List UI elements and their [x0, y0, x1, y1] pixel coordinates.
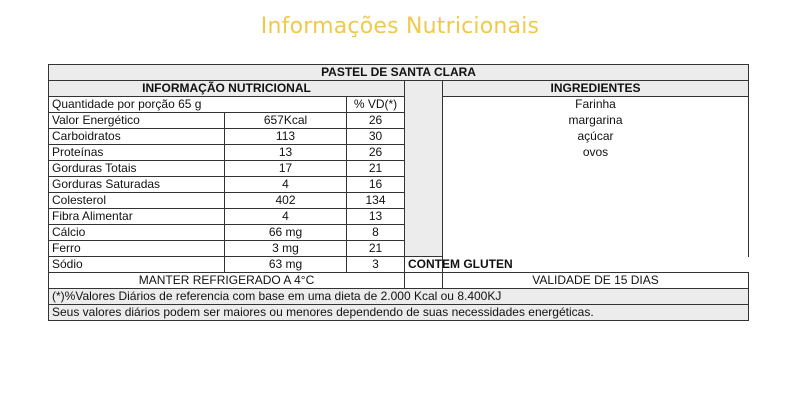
nutrient-amount: 402	[225, 193, 347, 209]
ingredient-blank	[443, 225, 749, 241]
nutrient-vd: 30	[347, 129, 405, 145]
nutrient-name: Ferro	[49, 241, 225, 257]
nutrient-vd: 8	[347, 225, 405, 241]
nutrient-vd: 134	[347, 193, 405, 209]
ingredient-blank	[443, 177, 749, 193]
nutrition-heading: INFORMAÇÃO NUTRICIONAL	[49, 81, 405, 97]
ingredient-item: Farinha	[443, 97, 749, 113]
nutrient-name: Colesterol	[49, 193, 225, 209]
page-title: Informações Nutricionais	[260, 14, 540, 39]
nutrient-name: Proteínas	[49, 145, 225, 161]
nutrient-name: Sódio	[49, 257, 225, 273]
ingredient-blank	[443, 241, 749, 257]
nutrient-vd: 16	[347, 177, 405, 193]
nutrient-name: Gorduras Totais	[49, 161, 225, 177]
nutrient-amount: 63 mg	[225, 257, 347, 273]
nutrient-amount: 3 mg	[225, 241, 347, 257]
nutrient-amount: 17	[225, 161, 347, 177]
ingredient-item: açúcar	[443, 129, 749, 145]
nutrient-vd: 21	[347, 241, 405, 257]
nutrient-amount: 113	[225, 129, 347, 145]
validity-note: VALIDADE DE 15 DIAS	[443, 273, 749, 289]
disclaimer-footnote: Seus valores diários podem ser maiores ou menores dependendo de suas necessidades energéticas.	[49, 305, 749, 321]
nutrient-vd: 21	[347, 161, 405, 177]
product-name: PASTEL DE SANTA CLARA	[49, 65, 749, 81]
ingredient-blank	[443, 209, 749, 225]
nutrient-vd: 26	[347, 145, 405, 161]
ingredient-item: margarina	[443, 113, 749, 129]
nutrient-amount: 13	[225, 145, 347, 161]
column-spacer	[405, 81, 443, 257]
ingredient-blank	[443, 193, 749, 209]
vd-header: % VD(*)	[347, 97, 405, 113]
nutrition-table	[48, 64, 749, 321]
nutrient-name: Valor Energético	[49, 113, 225, 129]
ingredient-item: ovos	[443, 145, 749, 161]
nutrient-vd: 13	[347, 209, 405, 225]
nutrient-name: Fibra Alimentar	[49, 209, 225, 225]
gluten-notice: CONTEM GLUTEN	[405, 257, 443, 273]
serving-size: Quantidade por porção 65 g	[49, 97, 347, 113]
ingredient-blank	[443, 161, 749, 177]
nutrient-amount: 4	[225, 177, 347, 193]
column-spacer	[405, 273, 443, 289]
ingredients-heading: INGREDIENTES	[443, 81, 749, 97]
reference-footnote: (*)%Valores Diários de referencia com base em uma dieta de 2.000 Kcal ou 8.400KJ	[49, 289, 749, 305]
nutrient-amount: 657Kcal	[225, 113, 347, 129]
nutrient-name: Gorduras Saturadas	[49, 177, 225, 193]
nutrient-name: Cálcio	[49, 225, 225, 241]
nutrient-name: Carboidratos	[49, 129, 225, 145]
nutrient-amount: 4	[225, 209, 347, 225]
nutrient-vd: 26	[347, 113, 405, 129]
storage-note: MANTER REFRIGERADO A 4°C	[49, 273, 405, 289]
nutrient-amount: 66 mg	[225, 225, 347, 241]
nutrient-vd: 3	[347, 257, 405, 273]
